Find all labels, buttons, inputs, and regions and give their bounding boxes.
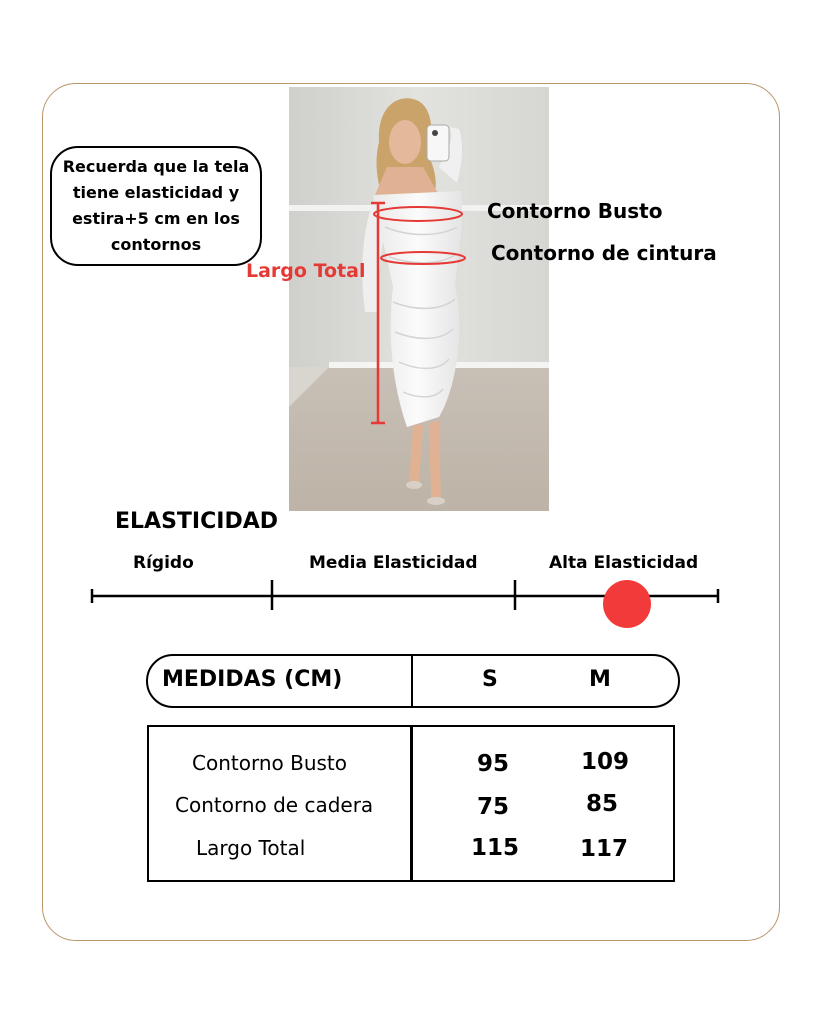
value-cadera-s: 75 xyxy=(477,794,510,820)
label-largo-total: Largo Total xyxy=(246,260,366,282)
table-divider xyxy=(410,725,413,882)
scale-label-alta: Alta Elasticidad xyxy=(549,553,699,573)
size-header-m: M xyxy=(589,667,611,692)
label-contorno-cintura: Contorno de cintura xyxy=(491,241,717,265)
value-busto-m: 109 xyxy=(581,749,630,775)
value-largo-m: 117 xyxy=(580,836,629,862)
row-label-busto: Contorno Busto xyxy=(192,751,347,775)
label-contorno-busto: Contorno Busto xyxy=(487,199,663,223)
value-cadera-m: 85 xyxy=(586,791,619,817)
elasticity-title: ELASTICIDAD xyxy=(115,509,278,534)
value-largo-s: 115 xyxy=(471,835,520,861)
value-busto-s: 95 xyxy=(477,751,510,777)
size-header-s: S xyxy=(482,667,498,692)
row-label-cadera: Contorno de cadera xyxy=(175,793,374,817)
scale-label-rigido: Rígido xyxy=(133,553,194,573)
elasticity-note: Recuerda que la tela tiene elasticidad y estira+5 cm en los contornos xyxy=(50,146,262,266)
measurements-title: MEDIDAS (CM) xyxy=(162,667,343,692)
elasticity-marker xyxy=(603,580,651,628)
row-label-largo: Largo Total xyxy=(196,836,306,860)
scale-label-media: Media Elasticidad xyxy=(309,553,478,573)
header-divider xyxy=(411,654,413,708)
